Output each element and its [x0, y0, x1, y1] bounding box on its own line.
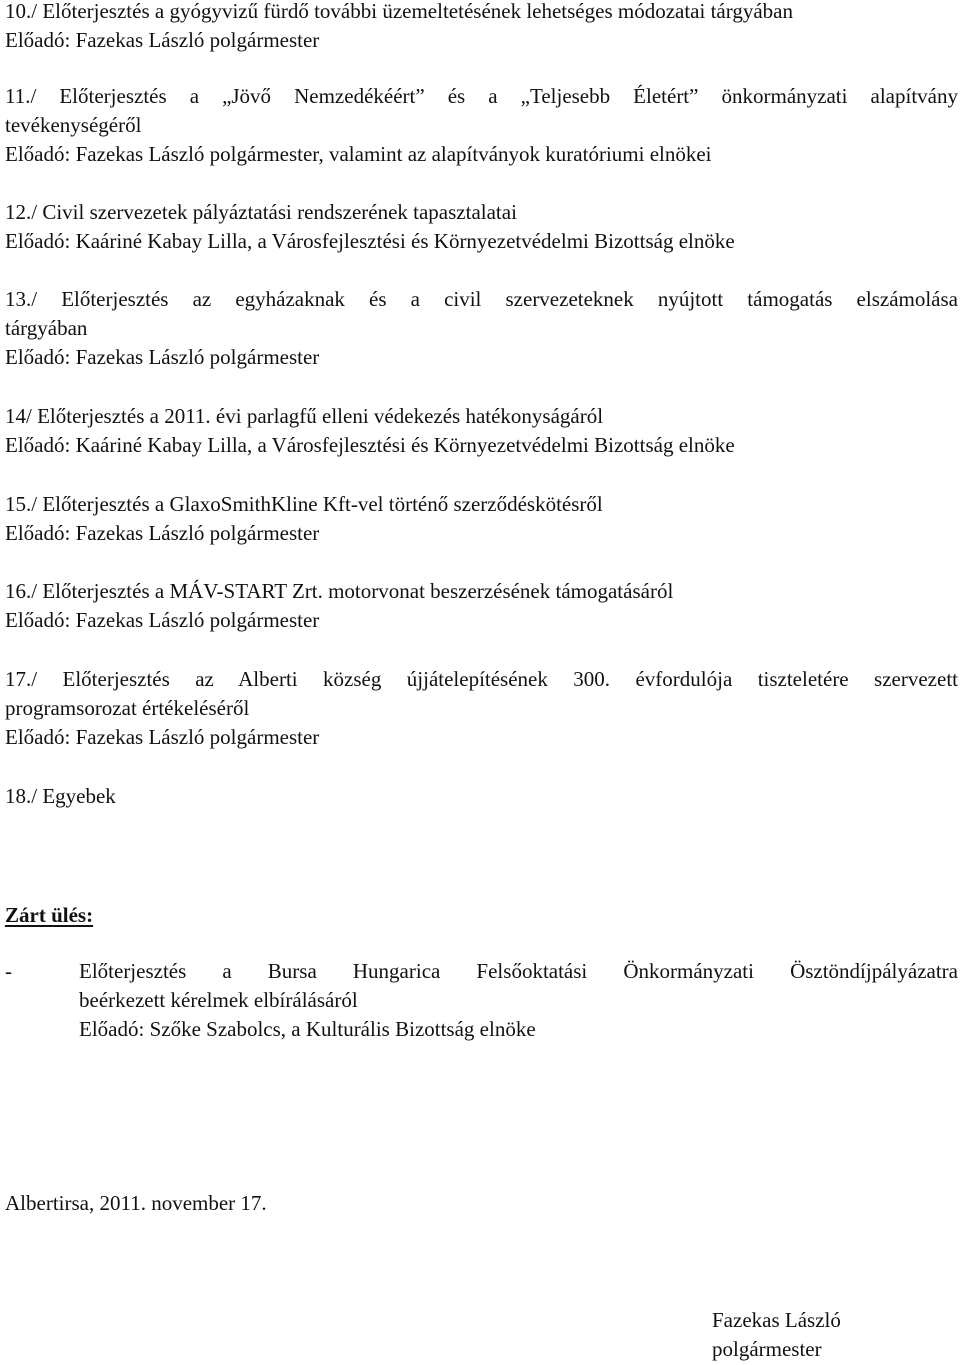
agenda-item-15: [5, 490, 958, 548]
agenda-item-presenter: Előadó: Fazekas László polgármester: [5, 725, 320, 749]
place-date: Albertirsa, 2011. november 17.: [5, 1191, 267, 1215]
signature-name: Fazekas László: [712, 1308, 841, 1332]
bullet-dash: -: [5, 959, 12, 983]
agenda-item-title-continued: tárgyában: [5, 316, 88, 340]
agenda-item-18: [5, 782, 958, 811]
agenda-item-title: 11./ Előterjesztés a „Jövő Nemzedékéért” és a „Teljesebb Életért” önkormányzati alapítvány: [5, 84, 958, 108]
agenda-item-title: 15./ Előterjesztés a GlaxoSmithKline Kft-vel történő szerződéskötésről: [5, 492, 603, 516]
agenda-item-presenter: Előadó: Fazekas László polgármester: [5, 608, 320, 632]
agenda-item-11: [5, 82, 958, 169]
agenda-item-10: [5, 0, 958, 55]
agenda-item-title-continued: programsorozat értékeléséről: [5, 696, 250, 720]
agenda-item-title: 17./ Előterjesztés az Alberti község újjátelepítésének 300. évfordulója tiszteletére szervezett: [5, 667, 958, 691]
agenda-item-17: [5, 665, 958, 752]
signature-block: [712, 1306, 841, 1364]
signature-title: polgármester: [712, 1337, 822, 1361]
agenda-item-presenter: Előadó: Kaáriné Kabay Lilla, a Városfejlesztési és Környezetvédelmi Bizottság elnöke: [5, 433, 735, 457]
agenda-item-title: 16./ Előterjesztés a MÁV-START Zrt. motorvonat beszerzésének támogatásáról: [5, 579, 674, 603]
closed-session-item-body: [79, 957, 958, 1044]
agenda-item-presenter: Előadó: Fazekas László polgármester, valamint az alapítványok kuratóriumi elnökei: [5, 142, 712, 166]
closed-session-item-title-continued: beérkezett kérelmek elbírálásáról: [79, 988, 358, 1012]
agenda-item-presenter: Előadó: Fazekas László polgármester: [5, 521, 320, 545]
agenda-item-title: 14/ Előterjesztés a 2011. évi parlagfű elleni védekezés hatékonyságáról: [5, 404, 604, 428]
agenda-item-13: [5, 285, 958, 372]
agenda-item-presenter: Előadó: Kaáriné Kabay Lilla, a Városfejlesztési és Környezetvédelmi Bizottság elnöke: [5, 229, 735, 253]
agenda-item-12: [5, 198, 958, 256]
agenda-item-presenter: Előadó: Fazekas László polgármester: [5, 345, 320, 369]
closed-session-item-title: Előterjesztés a Bursa Hungarica Felsőoktatási Önkormányzati Ösztöndíjpályázatra: [79, 959, 958, 983]
closed-session-title: Zárt ülés:: [5, 903, 94, 927]
agenda-item-16: [5, 577, 958, 635]
agenda-item-title-continued: tevékenységéről: [5, 113, 142, 137]
agenda-item-title: 12./ Civil szervezetek pályáztatási rendszerének tapasztalatai: [5, 200, 517, 224]
agenda-item-title: 10./ Előterjesztés a gyógyvizű fürdő további üzemeltetésének lehetséges módozatai tárgyában: [5, 0, 794, 23]
agenda-item-14: [5, 402, 958, 460]
agenda-item-title: 18./ Egyebek: [5, 784, 116, 808]
agenda-item-presenter: Előadó: Fazekas László polgármester: [5, 28, 320, 52]
closed-session-item-presenter: Előadó: Szőke Szabolcs, a Kulturális Bizottság elnöke: [79, 1017, 536, 1041]
agenda-item-title: 13./ Előterjesztés az egyházaknak és a civil szervezeteknek nyújtott támogatás elszámolása: [5, 287, 958, 311]
